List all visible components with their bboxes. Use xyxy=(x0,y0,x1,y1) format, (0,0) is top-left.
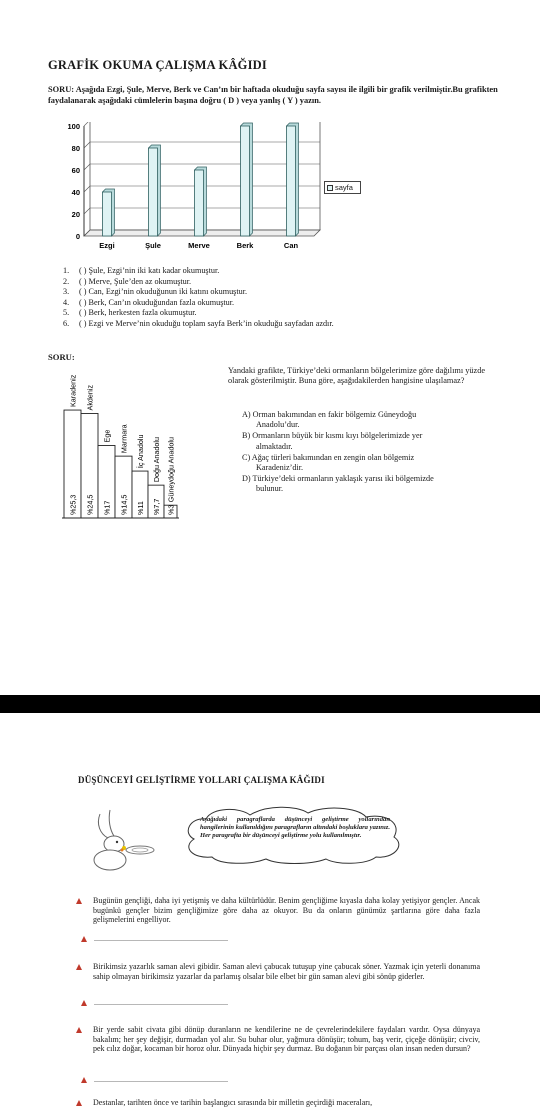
bullet-icon xyxy=(75,1099,83,1107)
worksheet-title: GRAFİK OKUMA ÇALIŞMA KÂĞIDI xyxy=(48,58,267,72)
value-label: %17 xyxy=(102,500,112,515)
y-tick-label: 80 xyxy=(71,144,80,153)
x-tick-label: Berk xyxy=(236,241,254,250)
answer-line[interactable]: ................................................................... xyxy=(80,934,228,943)
statement-item: 2. ( ) Merve, Şule’den az okumuştur. xyxy=(63,276,192,286)
statement-item: 3. ( ) Can, Ezgi’nin okuduğunun iki katını okumuştur. xyxy=(63,287,248,297)
bar xyxy=(103,192,112,236)
option-c: C) Ağaç türleri bakımından en zengin olan bölgemiz Karadeniz’dir. xyxy=(242,452,415,473)
answer-line[interactable]: ................................................................... xyxy=(80,1075,228,1084)
forest-distribution-chart xyxy=(62,370,222,522)
bar xyxy=(149,148,158,236)
legend-label: sayfa xyxy=(335,183,353,192)
category-label: Karadeniz xyxy=(68,374,78,408)
bullet-icon xyxy=(75,897,83,905)
paragraph-item: Birikimsiz yazarlık saman alevi gibidir. Saman alevi çabucak tutuşup yine çabucak söner. Yazmak için yeterli donanıma sahip olmayan birikimsiz yazarlar da parlamış olsalar bile elbet bir gün saman alevi gibi sönüp giderler. xyxy=(80,962,480,981)
y-tick-label: 60 xyxy=(71,166,80,175)
chart-legend xyxy=(324,181,361,194)
statement-list xyxy=(63,266,334,330)
x-tick-label: Can xyxy=(283,241,299,250)
x-tick-label: Şule xyxy=(145,241,161,250)
y-tick-label: 100 xyxy=(67,122,80,131)
value-label: %25,3 xyxy=(68,494,78,515)
option-b: B) Ormanların büyük bir kısmı kıyı bölgelerimizde yer almaktadır. xyxy=(242,431,423,451)
paragraph-item: Bugünün gençliği, daha iyi yetişmiş ve daha kültürlüdür. Benim gençliğime kıyasla daha kolay yetişiyor gençler. Ancak bugünkü gençler bizim gençliğimize göre daha az okuyor. Bu da onların günümüz şartlarına göre daha fazla gelişmelerini engelliyor. xyxy=(80,896,480,925)
grid-diagonal xyxy=(84,122,90,126)
value-label: %3 xyxy=(166,504,176,515)
paragraph-item: Bir yerde sabit civata gibi dönüp duranların ne kendilerine ne de çevrelerindekilere faydaları vardır. Oysa dünyaya bakalım; her şey değişir, durmadan yol alır. Su buhar olur, yağmura dönüşür; tohum, baş verir, çiçeğe dönüşür; civciv, pek cılız doğar, kocaman bir horoz olur. Dünyada hiçbir şey durmaz. Bu doğanın bir parçası olan insan neden dursun? xyxy=(80,1025,480,1054)
worksheet-2-title: DÜŞÜNCEYİ GELİŞTİRME YOLLARI ÇALIŞMA KÂĞIDI xyxy=(78,775,325,785)
value-label: %11 xyxy=(136,501,145,515)
grid-diagonal xyxy=(84,208,90,214)
bullet-icon xyxy=(80,1076,88,1084)
y-tick-label: 40 xyxy=(71,188,80,197)
bullet-icon xyxy=(75,963,83,971)
value-label: %7,7 xyxy=(152,498,161,515)
option-d: D) Türkiye’deki ormanların yaklaşık yarısı iki bölgemizde bulunur. xyxy=(242,474,434,494)
statement-item: 5. ( ) Berk, herkesten fazla okumuştur. xyxy=(63,308,197,318)
statement-item: 1. ( ) Şule, Ezgi’nin iki katı kadar okumuştur. xyxy=(63,266,220,275)
question-intro: SORU: Aşağıda Ezgi, Şule, Merve, Berk ve Can’ın bir haftada okuduğu sayfa sayısı ile ilgili bir grafik verilmiştir.Bu grafikten faydalanarak aşağıdaki cümlelerin başına doğru ( D ) veya yanlış ( Y ) yazın. xyxy=(48,85,498,105)
y-tick-label: 0 xyxy=(75,232,80,241)
category-label: Marmara xyxy=(119,424,129,454)
bullet-icon xyxy=(80,935,88,943)
grid-diagonal xyxy=(84,142,90,148)
category-label: İç Anadolu xyxy=(136,434,145,469)
grid-diagonal xyxy=(84,186,90,192)
bar xyxy=(195,170,204,236)
bar xyxy=(241,126,250,236)
category-label: Güneydoğu Anadolu xyxy=(166,437,176,503)
category-label: Doğu Anadolu xyxy=(152,436,161,483)
paragraph-item: Destanlar, tarihten önce ve tarihin başlangıcı sırasında bir milletin geçirdiği maceraları, xyxy=(80,1098,480,1108)
statement-item: 6. ( ) Ezgi ve Merve’nin okuduğu toplam sayfa Berk’in okuduğu sayfadan azdır. xyxy=(63,318,334,328)
question-2-description: Yandaki grafikte, Türkiye’deki ormanların bölgelerimize göre dağılımı yüzde olarak gösterilmiştir. Buna göre, aşağıdakilerden hangisine ulaşılamaz? xyxy=(228,366,486,386)
instruction-text: Aşağıdaki paragraflarda düşünceyi geliştirme yollarından hangilerinin kullanıldığını paragrafların altındaki boşluklara yazınız. Her paragrafta bir düşünceyi geliştirme yolu kullanılmıştır. xyxy=(200,816,390,839)
answer-line[interactable]: ................................................................... xyxy=(80,998,228,1007)
reading-bar-chart xyxy=(58,122,328,256)
legend-swatch xyxy=(327,185,333,191)
x-tick-label: Ezgi xyxy=(99,241,115,250)
bar xyxy=(287,126,296,236)
category-label: Akdeniz xyxy=(85,384,95,411)
x-tick-label: Merve xyxy=(188,241,210,250)
value-label: %14,5 xyxy=(119,494,129,515)
grid-diagonal xyxy=(84,164,90,170)
category-label: Ege xyxy=(102,429,112,443)
value-label: %24,5 xyxy=(85,494,95,515)
answer-options xyxy=(242,410,507,496)
bullet-icon xyxy=(75,1026,83,1034)
option-a: A) Orman bakımından en fakir bölgemiz Güneydoğu Anadolu’dur. xyxy=(242,410,417,430)
statement-item: 4. ( ) Berk, Can’ın okuduğundan fazla okumuştur. xyxy=(63,297,235,307)
bullet-icon xyxy=(80,999,88,1007)
question-2-label: SORU: xyxy=(48,352,75,362)
rabbit-icon xyxy=(88,806,180,872)
y-tick-label: 20 xyxy=(71,210,80,219)
